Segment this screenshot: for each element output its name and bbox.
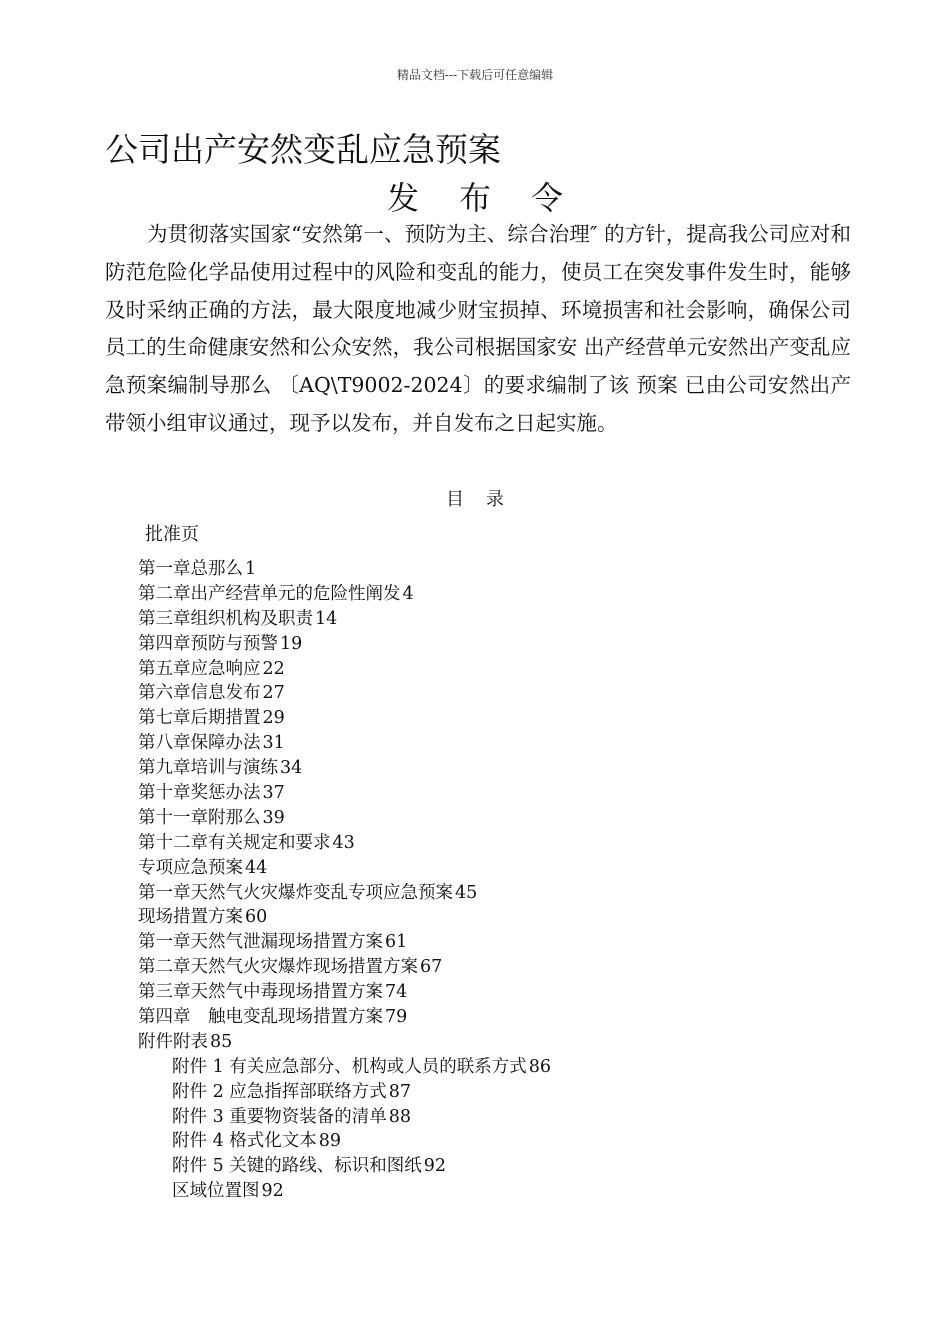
toc-item-page: 27 <box>262 683 285 704</box>
toc-item <box>138 607 551 632</box>
toc-item-page: 44 <box>245 857 268 878</box>
table-of-contents <box>138 557 551 1204</box>
toc-item-page: 85 <box>210 1031 233 1052</box>
toc-item-label: 第一章天然气火灾爆炸变乱专项应急预案 <box>138 882 453 903</box>
toc-item-page: 88 <box>388 1106 412 1127</box>
toc-item-page: 29 <box>262 708 285 729</box>
toc-item-page: 19 <box>280 633 303 654</box>
toc-item-page: 1 <box>245 559 257 579</box>
toc-item <box>138 806 551 831</box>
toc-item-label: 第三章天然气中毒现场措置方案 <box>138 982 383 1003</box>
toc-item-page: 79 <box>385 1007 408 1028</box>
toc-item-label: 第六章信息发布 <box>138 683 261 704</box>
toc-item-label: 附件 1 有关应急部分、机构或人员的联系方式 <box>172 1056 527 1077</box>
toc-item-label: 第一章天然气泄漏现场措置方案 <box>138 932 383 953</box>
toc-item-label: 第九章培训与演练 <box>138 758 278 779</box>
toc-heading: 目录 <box>446 489 526 510</box>
toc-item-label: 附件附表 <box>138 1031 208 1052</box>
toc-item-label: 第一章总那么 <box>138 559 243 579</box>
toc-item-page: 87 <box>388 1081 412 1102</box>
toc-item <box>138 831 551 856</box>
toc-item-label: 附件 4 格式化文本 <box>172 1131 317 1152</box>
toc-item-label: 区域位置图 <box>172 1181 260 1202</box>
toc-item-attachment <box>138 1055 551 1080</box>
toc-item-page: 31 <box>262 733 285 754</box>
toc-item-page: 4 <box>402 583 414 604</box>
toc-item <box>138 681 551 706</box>
toc-item <box>138 955 551 980</box>
toc-item-label: 附件 2 应急指挥部联络方式 <box>172 1081 387 1102</box>
toc-item <box>138 881 551 906</box>
toc-item-page: 22 <box>262 658 285 679</box>
toc-item <box>138 781 551 806</box>
toc-item-page: 34 <box>280 758 303 779</box>
toc-item-label: 现场措置方案 <box>138 907 243 928</box>
toc-item <box>138 905 551 930</box>
toc-item-attachment <box>138 1129 551 1154</box>
toc-item <box>138 980 551 1005</box>
toc-item-page: 89 <box>318 1131 342 1152</box>
toc-item-page: 45 <box>455 882 478 903</box>
document-title: 公司出产安然变乱应急预案 <box>105 130 501 169</box>
toc-item-page: 14 <box>315 608 338 629</box>
toc-item <box>138 632 551 657</box>
toc-item <box>138 731 551 756</box>
toc-item <box>138 706 551 731</box>
toc-item <box>138 557 551 582</box>
toc-item-page: 92 <box>423 1156 447 1177</box>
toc-item-label: 第十章奖惩办法 <box>138 783 261 804</box>
toc-item-label: 第四章预防与预警 <box>138 633 278 654</box>
toc-item-page: 67 <box>420 957 443 978</box>
toc-item-page: 37 <box>262 783 285 804</box>
toc-item-label: 附件 3 重要物资装备的清单 <box>172 1106 387 1127</box>
toc-item-label: 第八章保障办法 <box>138 733 261 754</box>
toc-item-attachment <box>138 1080 551 1105</box>
toc-item-page: 92 <box>261 1181 284 1202</box>
toc-item-label: 第十二章有关规定和要求 <box>138 832 331 853</box>
toc-item-label: 第七章后期措置 <box>138 708 261 729</box>
toc-item <box>138 930 551 955</box>
toc-item <box>138 582 551 607</box>
toc-item-label: 第二章天然气火灾爆炸现场措置方案 <box>138 957 418 978</box>
toc-item-label: 附件 5 关键的路线、标识和图纸 <box>172 1156 422 1177</box>
toc-item <box>138 1005 551 1030</box>
toc-item-label: 第十一章附那么 <box>138 807 261 828</box>
toc-item-page: 43 <box>332 832 355 853</box>
toc-item-label: 第五章应急响应 <box>138 658 261 679</box>
section-heading: 发布令 <box>386 179 603 217</box>
toc-item <box>138 657 551 682</box>
toc-item-attachment <box>138 1154 551 1179</box>
toc-approval-page: 批准页 <box>145 524 199 545</box>
toc-item <box>138 756 551 781</box>
toc-item-page: 39 <box>262 807 285 828</box>
toc-item-label: 专项应急预案 <box>138 857 243 878</box>
toc-item-attachment <box>138 1179 551 1204</box>
toc-item <box>138 856 551 881</box>
preamble-paragraph: 为贯彻落实国家“安然第一、预防为主、综合治理″ 的方针，提高我公司应对和防范危险化学品使用过程中的风险和变乱的能力，使员工在突发事件发生时，能够及时采纳正确的方法，最大限度地减少财宝损掉、环境损害和社会影响，确保公司员工的生命健康安然和公众安然，我公司根据国家安 出产经营单元安然出产变乱应急预案编制导那么 〔AQ\T9002-2024〕的要求编制了该 预案 已由公司安然出产带领小组审议通过，现予以发布，并自发布之日起实施。 <box>105 222 851 435</box>
toc-item-label: 第二章出产经营单元的危险性阐发 <box>138 583 401 604</box>
toc-item-page: 74 <box>385 982 408 1003</box>
toc-item-attachment <box>138 1105 551 1130</box>
toc-item-page: 61 <box>385 932 408 953</box>
header-note: 精品文档---下载后可任意编辑 <box>396 68 554 82</box>
toc-item-page: 86 <box>528 1056 552 1077</box>
toc-item-label: 第四章 触电变乱现场措置方案 <box>138 1007 383 1028</box>
toc-item-label: 第三章组织机构及职责 <box>138 608 313 629</box>
toc-item-page: 60 <box>245 907 268 928</box>
toc-item <box>138 1030 551 1055</box>
